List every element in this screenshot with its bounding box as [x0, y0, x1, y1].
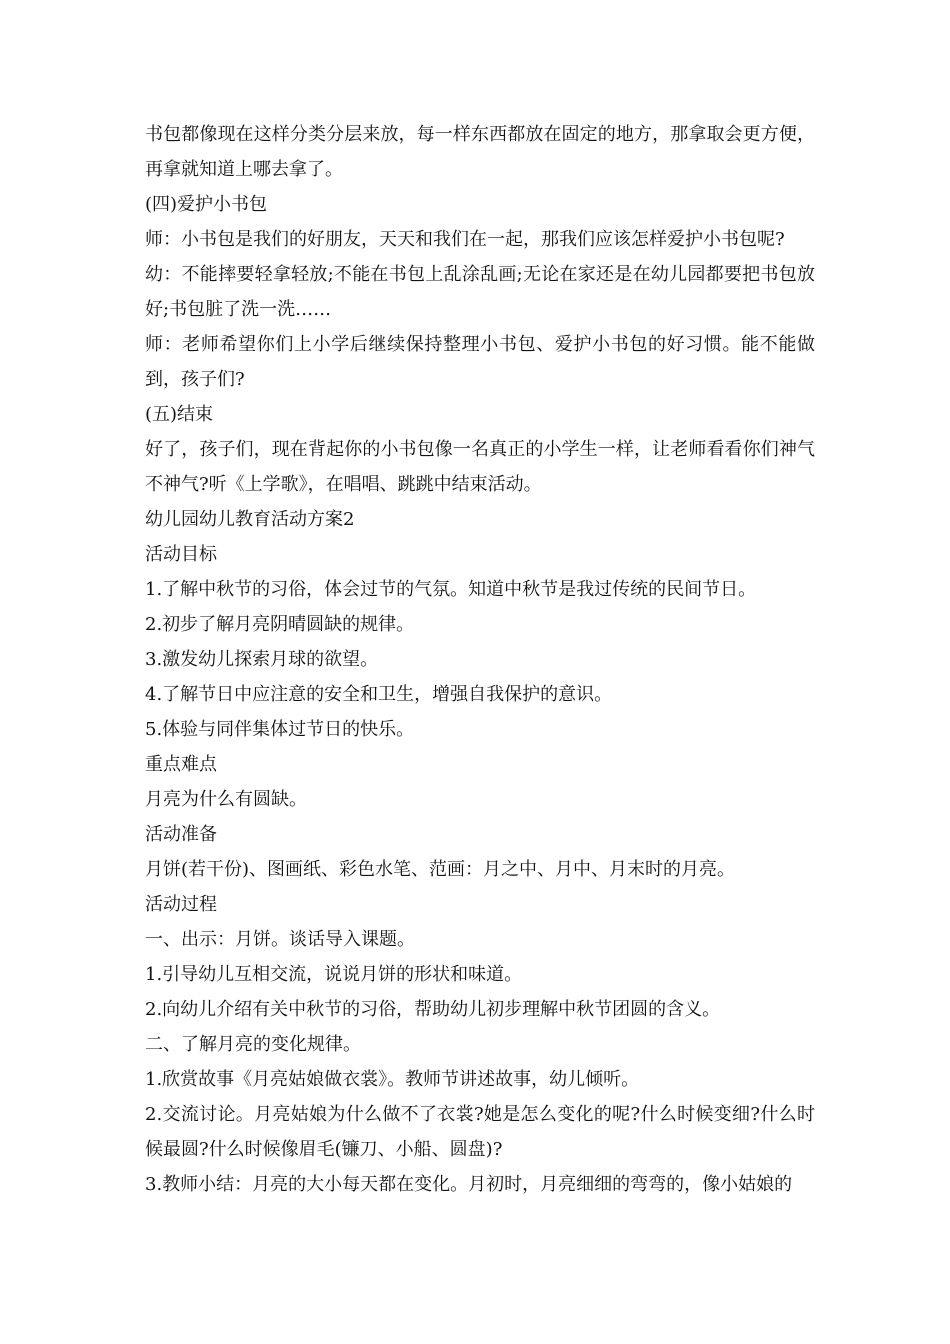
section-heading: 重点难点 — [145, 754, 217, 775]
list-item: 3.教师小结：月亮的大小每天都在变化。月初时，月亮细细的弯弯的，像小姑娘的 — [145, 1174, 793, 1195]
list-item: 1.了解中秋节的习俗，体会过节的气氛。知道中秋节是我过传统的民间节日。 — [145, 579, 757, 600]
paragraph: 二、了解月亮的变化规律。 — [145, 1034, 361, 1055]
document-body — [145, 117, 815, 1202]
list-item: 3.激发幼儿探索月球的欲望。 — [145, 649, 379, 670]
list-item: 2.交流讨论。月亮姑娘为什么做不了衣裳?她是怎么变化的呢?什么时候变细?什么时候最圆?什么时候像眉毛(镰刀、小船、圆盘)? — [145, 1104, 815, 1160]
section-heading: (五)结束 — [145, 404, 214, 425]
list-item: 2.向幼儿介绍有关中秋节的习俗，帮助幼儿初步理解中秋节团圆的含义。 — [145, 999, 721, 1020]
paragraph: 月饼(若干份)、图画纸、彩色水笔、范画：月之中、月中、月末时的月亮。 — [145, 859, 736, 880]
list-item: 2.初步了解月亮阴晴圆缺的规律。 — [145, 614, 415, 635]
list-item: 1.引导幼儿互相交流，说说月饼的形状和味道。 — [145, 964, 523, 985]
section-heading: 活动目标 — [145, 544, 217, 565]
list-item: 4.了解节日中应注意的安全和卫生，增强自我保护的意识。 — [145, 684, 613, 705]
paragraph: 好了，孩子们，现在背起你的小书包像一名真正的小学生一样，让老师看看你们神气不神气?听《上学歌》，在唱唱、跳跳中结束活动。 — [145, 439, 815, 495]
paragraph: 月亮为什么有圆缺。 — [145, 789, 307, 810]
paragraph: 幼：不能摔要轻拿轻放;不能在书包上乱涂乱画;无论在家还是在幼儿园都要把书包放好;书包脏了洗一洗…… — [145, 264, 815, 320]
section-heading: 活动过程 — [145, 894, 217, 915]
list-item: 5.体验与同伴集体过节日的快乐。 — [145, 719, 415, 740]
paragraph: 师：老师希望你们上小学后继续保持整理小书包、爱护小书包的好习惯。能不能做到，孩子们? — [145, 334, 815, 390]
list-item: 1.欣赏故事《月亮姑娘做衣裳》。教师节讲述故事，幼儿倾听。 — [145, 1069, 640, 1090]
paragraph: 师：小书包是我们的好朋友，天天和我们在一起，那我们应该怎样爱护小书包呢? — [145, 229, 785, 250]
section-heading: (四)爱护小书包 — [145, 194, 268, 215]
document-title: 幼儿园幼儿教育活动方案2 — [145, 509, 355, 530]
section-heading: 活动准备 — [145, 824, 217, 845]
paragraph: 一、出示：月饼。谈话导入课题。 — [145, 929, 415, 950]
paragraph: 书包都像现在这样分类分层来放，每一样东西都放在固定的地方，那拿取会更方便，再拿就知道上哪去拿了。 — [145, 124, 815, 180]
